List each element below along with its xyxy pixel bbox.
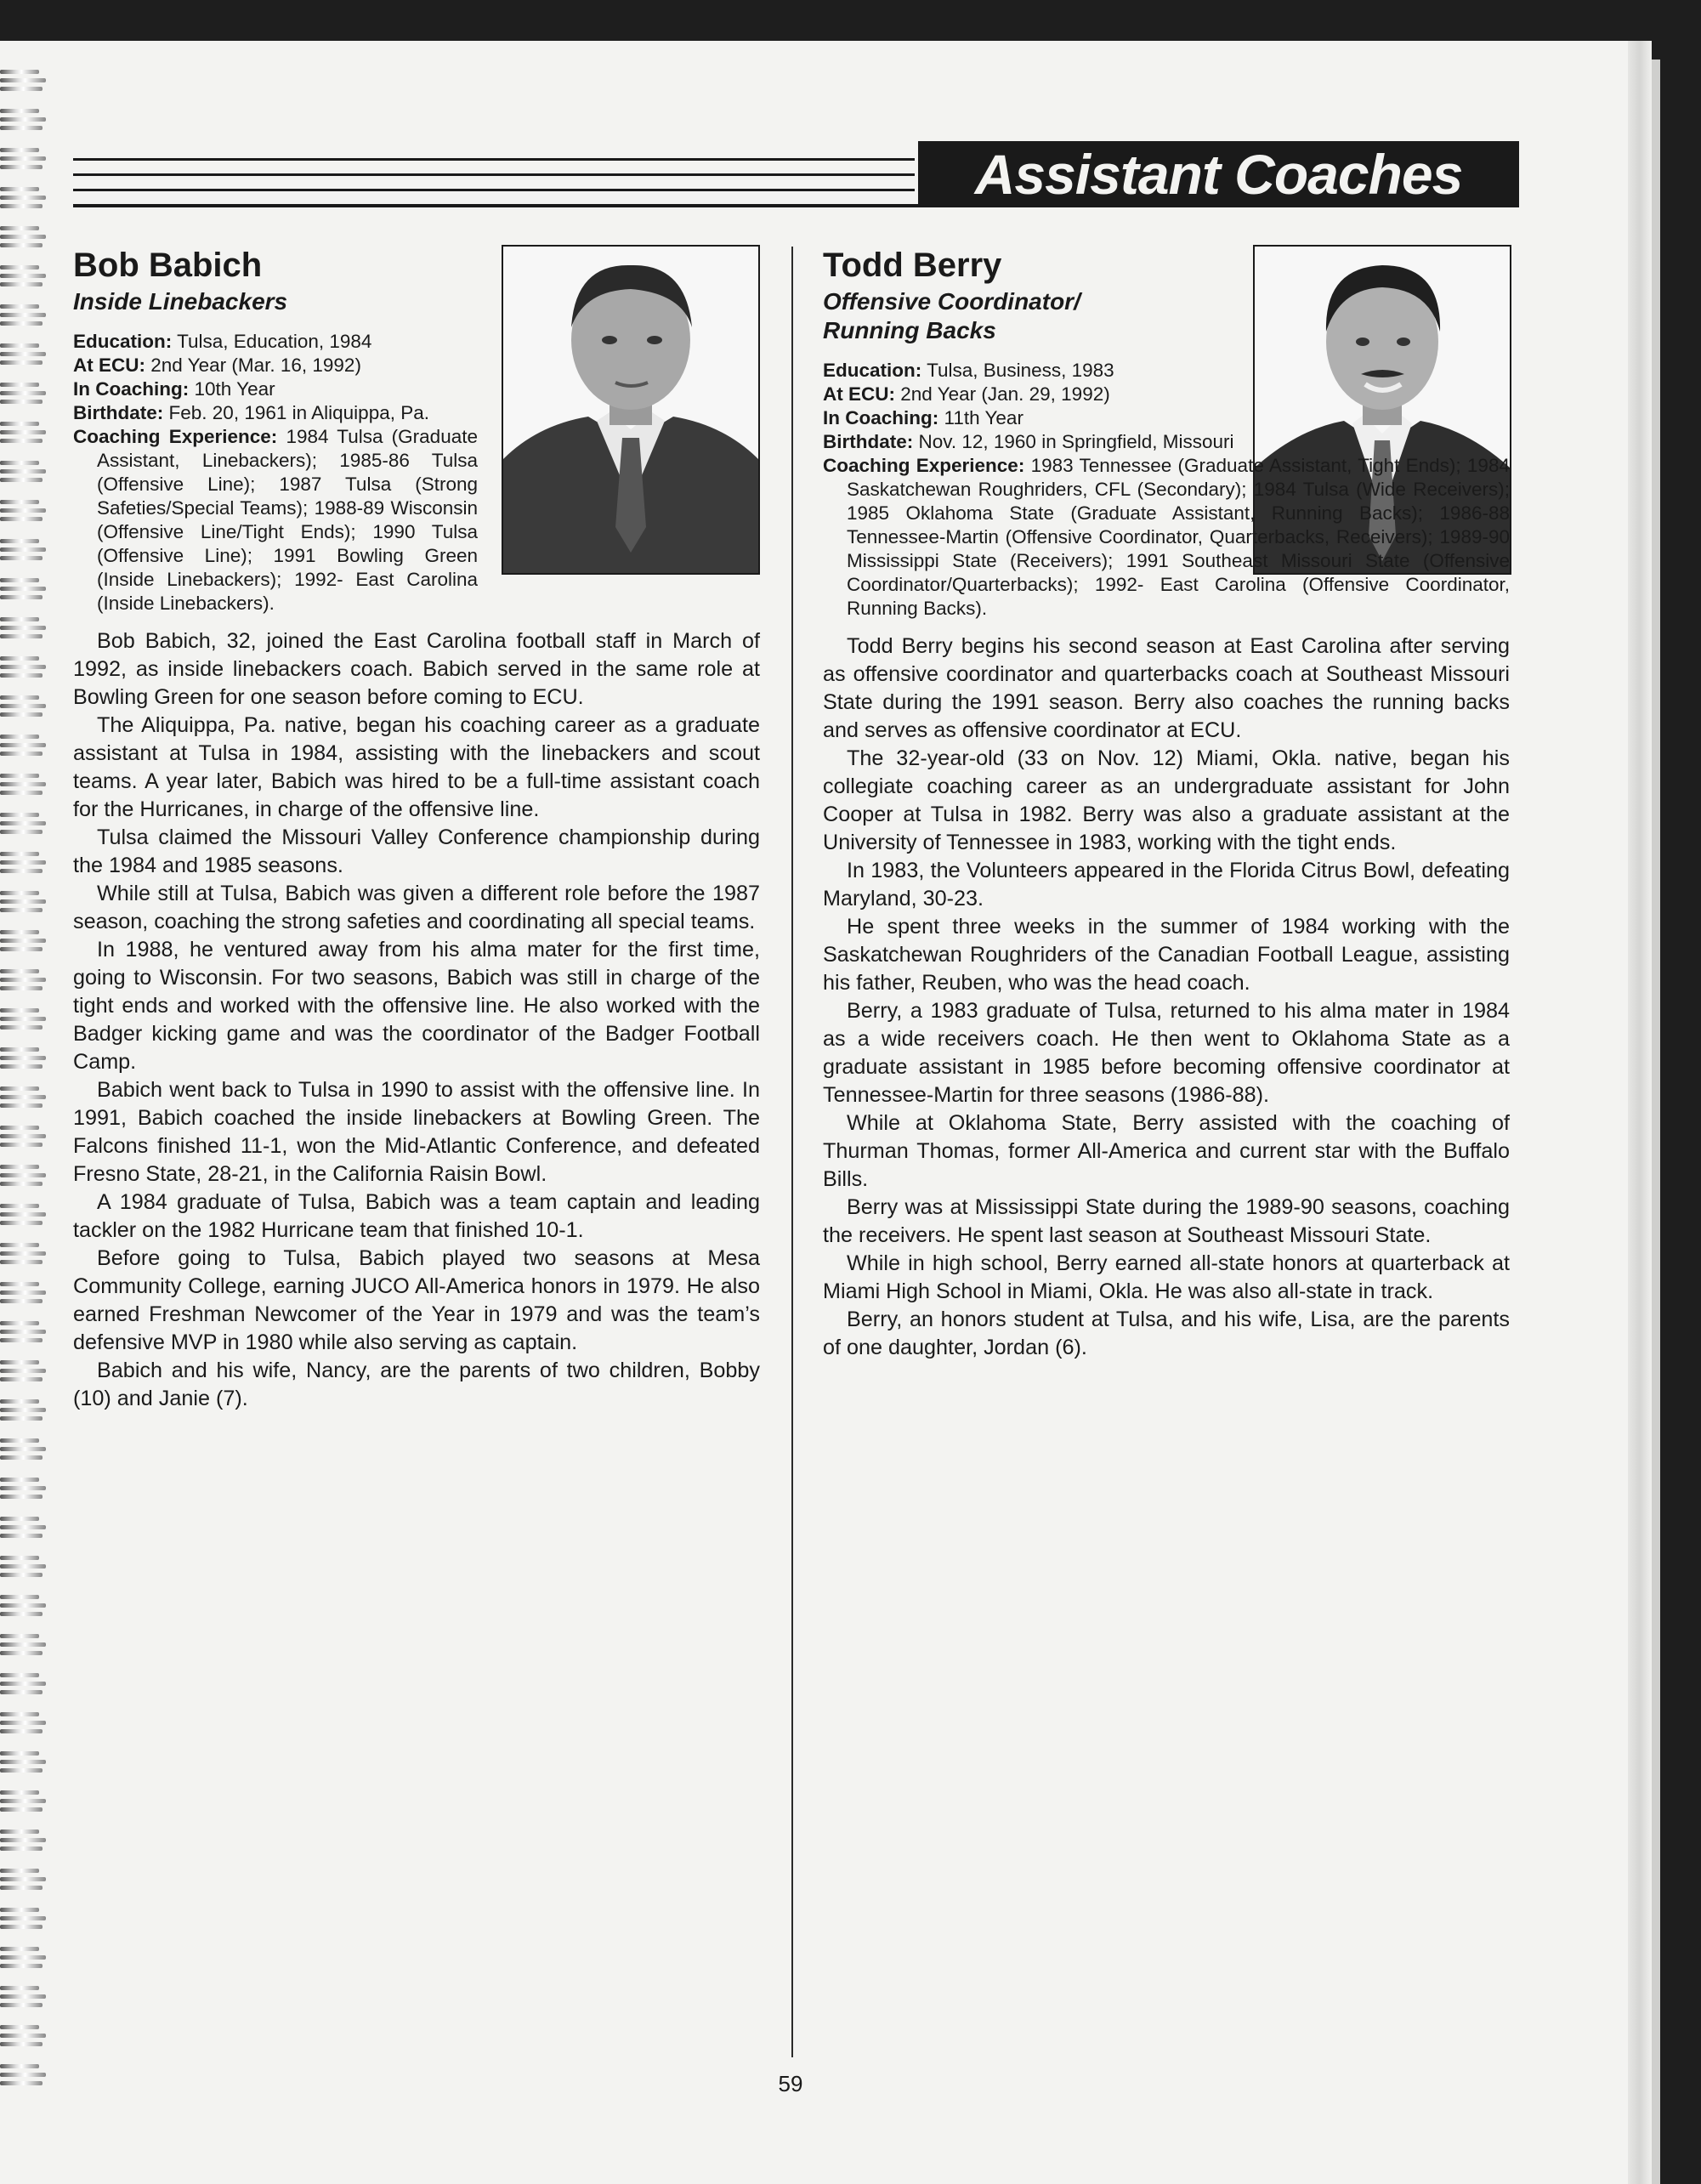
bio-paragraph: Berry was at Mississippi State during the 1989-90 seasons, coaching the receivers. He spent last season at Southeast Missouri State.: [823, 1195, 1510, 1247]
page-edge: [1628, 41, 1652, 2184]
binding-coil: [0, 303, 46, 332]
header-rule: [73, 173, 915, 176]
binding-coil: [0, 1945, 46, 1974]
page-number: 59: [778, 2071, 803, 2096]
page-edge-shadow: [1652, 60, 1660, 2184]
bio-paragraph: The 32-year-old (33 on Nov. 12) Miami, Okla. native, began his collegiate coaching career as an undergraduate assistant for John Cooper at Tulsa in 1982. Berry was also a graduate assistant at the University of Tennessee in 1983, working with the tight ends.: [823, 746, 1510, 854]
binding-coil: [0, 68, 46, 97]
binding-coil: [0, 1437, 46, 1466]
header-rule: [73, 158, 915, 161]
fact-at-ecu: At ECU: 2nd Year (Jan. 29, 1992): [823, 383, 1110, 405]
binding-coil: [0, 1241, 46, 1270]
binding-coil: [0, 185, 46, 214]
coach-profile-babich: [73, 240, 760, 1413]
binding-coil: [0, 2023, 46, 2052]
binding-coil: [0, 1280, 46, 1309]
fact-in-coaching: In Coaching: 11th Year: [823, 407, 1023, 428]
binding-coil: [0, 1085, 46, 1114]
coach-role-line: Offensive Coordinator/: [823, 288, 1080, 315]
binding-coil: [0, 576, 46, 605]
fact-coaching-experience: Coaching Experience: 1983 Tennessee (Graduate Assistant, Tight Ends); 1984 Saskatchewan Roughriders, CFL (Secondary); 1984 Tulsa (Wide Receivers); 1985 Oklahoma State (Graduate Assistant, Running Backs); 1986-88 Tennessee-Martin (Offensive Coordinator, Quarterbacks, Receivers); 1989-90 Mississippi State (Receivers); 1991 Southeast Missouri State (Offensive Coordinator/Quarterbacks); 1992- East Carolina (Offensive Coordinator, Running Backs).: [823, 455, 1510, 619]
fact-birthdate: Birthdate: Nov. 12, 1960 in Springfield, Missouri: [823, 431, 1234, 452]
binding-coil: [0, 342, 46, 371]
binding-coil: [0, 1750, 46, 1778]
coach-role: [823, 287, 1231, 345]
binding-coil: [0, 1202, 46, 1231]
bio-paragraph: While at Oklahoma State, Berry assisted with the coaching of Thurman Thomas, former All-America and current star with the Buffalo Bills.: [823, 1111, 1510, 1191]
binding-coil: [0, 1632, 46, 1661]
coach-role: [73, 287, 481, 316]
binding-coil: [0, 537, 46, 566]
binding-coil: [0, 967, 46, 996]
binding-coil: [0, 733, 46, 762]
fact-education: Education: Tulsa, Education, 1984: [73, 331, 372, 352]
binding-coil: [0, 146, 46, 175]
binding-coil: [0, 1046, 46, 1075]
binding-coil: [0, 1867, 46, 1896]
binding-coil: [0, 889, 46, 918]
binding-coil: [0, 1906, 46, 1935]
binding-coil: [0, 928, 46, 957]
binding-coil: [0, 772, 46, 801]
bio-paragraph: Bob Babich, 32, joined the East Carolina football staff in March of 1992, as inside linebackers coach. Babich served in the same role at Bowling Green for one season before coming to ECU.: [73, 629, 760, 709]
coach-facts: [73, 330, 478, 615]
bio-paragraph: In 1988, he ventured away from his alma mater for the first time, going to Wisconsin. For two seasons, Babich was still in charge of the tight ends and worked with the offensive line. He also worked with the Badger kicking game and was the coordinator of the Badger Football Camp.: [73, 938, 760, 1074]
coach-role-line: Running Backs: [823, 317, 996, 343]
binding-coil: [0, 2062, 46, 2091]
binding-coil: [0, 1163, 46, 1192]
binding-coil: [0, 1671, 46, 1700]
fact-in-coaching: In Coaching: 10th Year: [73, 378, 275, 400]
binding-coil: [0, 1124, 46, 1153]
binding-coil: [0, 1476, 46, 1505]
binding-coil: [0, 264, 46, 292]
bio-paragraph: Berry, an honors student at Tulsa, and his wife, Lisa, are the parents of one daughter, Jordan (6).: [823, 1308, 1510, 1359]
binding-coil: [0, 1398, 46, 1427]
bio-paragraph: A 1984 graduate of Tulsa, Babich was a team captain and leading tackler on the 1982 Hurricane team that finished 10-1.: [73, 1190, 760, 1242]
bio-paragraph: He spent three weeks in the summer of 1984 working with the Saskatchewan Roughriders of the Canadian Football League, assisting his father, Reuben, who was the head coach.: [823, 915, 1510, 995]
binding-coil: [0, 1984, 46, 2013]
fact-education: Education: Tulsa, Business, 1983: [823, 360, 1114, 381]
binding-coil: [0, 1593, 46, 1622]
binding-coil: [0, 694, 46, 723]
coach-name: Bob Babich: [73, 247, 263, 284]
binding-coil: [0, 498, 46, 527]
coach-biography: [823, 633, 1510, 1362]
binding-coil: [0, 1007, 46, 1035]
bio-paragraph: While in high school, Berry earned all-state honors at quarterback at Miami High School in Miami, Okla. He was also all-state in track.: [823, 1251, 1510, 1303]
binding-coil: [0, 381, 46, 410]
bio-paragraph: While still at Tulsa, Babich was given a different role before the 1987 season, coaching the strong safeties and coordinating all special teams.: [73, 882, 760, 933]
binding-coil: [0, 655, 46, 684]
binding-coil: [0, 615, 46, 644]
bio-paragraph: Before going to Tulsa, Babich played two seasons at Mesa Community College, earning JUCO All-America honors in 1979. He also earned Freshman Newcomer of the Year in 1979 and was the team’s defensive MVP in 1980 while also serving as captain.: [73, 1246, 760, 1354]
bio-paragraph: Tulsa claimed the Missouri Valley Conference championship during the 1984 and 1985 seasons.: [73, 825, 760, 877]
binding-coil: [0, 1789, 46, 1818]
spiral-binding: [0, 68, 49, 2108]
bio-paragraph: In 1983, the Volunteers appeared in the Florida Citrus Bowl, defeating Maryland, 30-23.: [823, 859, 1510, 910]
binding-coil: [0, 1710, 46, 1739]
binding-coil: [0, 811, 46, 840]
bio-paragraph: The Aliquippa, Pa. native, began his coaching career as a graduate assistant at Tulsa in 1984, assisting with the linebackers and scout teams. A year later, Babich was hired to be a full-time assistant coach for the Hurricanes, in charge of the offensive line.: [73, 713, 760, 821]
column-divider: [791, 247, 793, 2057]
binding-coil: [0, 459, 46, 488]
bio-paragraph: Berry, a 1983 graduate of Tulsa, returned to his alma mater in 1984 as a wide receivers coach. He then went to Oklahoma State as a graduate assistant in 1985 before becoming offensive coordinator at Tennessee-Martin for three seasons (1986-88).: [823, 999, 1510, 1107]
header-rule: [73, 189, 915, 191]
section-title: Assistant Coaches: [918, 141, 1519, 207]
binding-coil: [0, 420, 46, 449]
coach-facts: [823, 359, 1510, 621]
binding-coil: [0, 224, 46, 253]
coach-role-line: Inside Linebackers: [73, 288, 288, 315]
bio-paragraph: Babich and his wife, Nancy, are the parents of two children, Bobby (10) and Janie (7).: [73, 1359, 760, 1410]
binding-coil: [0, 1554, 46, 1583]
binding-coil: [0, 850, 46, 879]
bio-paragraph: Todd Berry begins his second season at East Carolina after serving as offensive coordinator and quarterbacks coach at Southeast Missouri State during the 1991 season. Berry also coaches the running backs and serves as offensive coordinator at ECU.: [823, 634, 1510, 742]
coach-name: Todd Berry: [823, 247, 1002, 284]
binding-coil: [0, 107, 46, 136]
binding-coil: [0, 1515, 46, 1544]
bio-paragraph: Babich went back to Tulsa in 1990 to assist with the offensive line. In 1991, Babich coached the inside linebackers at Bowling Green. The Falcons finished 11-1, won the Mid-Atlantic Conference, and defeated Fresno State, 28-21, in the California Raisin Bowl.: [73, 1078, 760, 1186]
coach-profile-berry: [823, 240, 1510, 1362]
binding-coil: [0, 1828, 46, 1857]
fact-coaching-experience: Coaching Experience: 1984 Tulsa (Graduate Assistant, Linebackers); 1985-86 Tulsa (Offensive Line); 1987 Tulsa (Strong Safeties/Special Teams); 1988-89 Wisconsin (Offensive Line/Tight Ends); 1990 Tulsa (Offensive Line); 1991 Bowling Green (Inside Linebackers); 1992- East Carolina (Inside Linebackers).: [73, 426, 478, 614]
fact-birthdate: Birthdate: Feb. 20, 1961 in Aliquippa, Pa.: [73, 402, 429, 423]
binding-coil: [0, 1319, 46, 1348]
coach-biography: [73, 627, 760, 1413]
fact-at-ecu: At ECU: 2nd Year (Mar. 16, 1992): [73, 355, 361, 376]
binding-coil: [0, 1359, 46, 1387]
